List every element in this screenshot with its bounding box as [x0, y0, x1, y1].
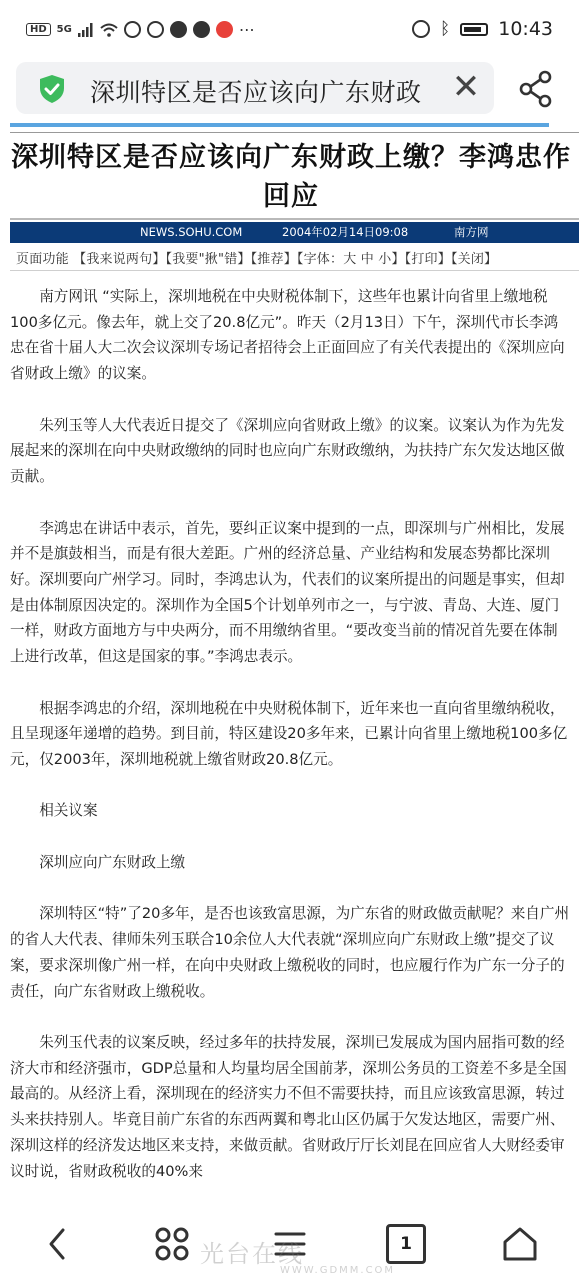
jd-app-icon [147, 21, 164, 38]
paragraph: 深圳特区“特”了20多年，是否也该致富思源，为广东省的财政做贡献呢？来自广州的省人大代表、律师朱列玉联合10余位人大代表就“深圳应向广东财政上缴”提交了议案，要求深圳像广州一样，在向中央财政上缴税收的同时，也应履行作为广东一分子的责任，向广东省财政上缴税收。 [10, 905, 570, 1000]
battery-icon [460, 23, 488, 36]
article-title: 深圳特区是否应该向广东财政上缴？李鸿忠作回应 [11, 142, 571, 212]
status-left [26, 20, 255, 39]
bluetooth-icon: ᛒ [440, 19, 451, 39]
article-meta-bar [10, 222, 579, 243]
paw-app-icon [170, 21, 187, 38]
address-text[interactable]: 深圳特区是否应该向广东财政 [90, 78, 422, 107]
close-icon[interactable]: ✕ [451, 67, 481, 107]
article-body [10, 284, 570, 1210]
hd-badge: HD [26, 23, 51, 36]
clock: 10:43 [498, 18, 553, 40]
wifi-icon [100, 23, 118, 37]
apps-icon[interactable] [152, 1224, 192, 1264]
security-shield-icon [38, 74, 66, 104]
paragraph: 朱列玉等人大代表近日提交了《深圳应向省财政上缴》的议案。议案认为作为先发展起来的深圳在向中央财政缴纳的同时也应向广东财政缴纳，为扶持广东欠发达地区做贡献。 [10, 416, 565, 486]
link-icon [124, 21, 141, 38]
status-bar [0, 0, 579, 60]
signal-label: 5G [56, 24, 72, 35]
watermark-url: WWW.GDMM.COM [280, 1265, 396, 1276]
paragraph: 深圳应向广东财政上缴 [39, 853, 186, 871]
page-tools[interactable]: 页面功能 【我来说两句】【我要"揪"错】【推荐】【字体：大 中 小】【打印】【关闭】 [16, 252, 498, 267]
divider [10, 132, 579, 133]
compass-app-icon [193, 21, 210, 38]
signal-icon [78, 23, 94, 37]
tools-divider [10, 270, 579, 271]
status-right [412, 18, 553, 40]
home-icon[interactable] [500, 1224, 540, 1264]
paragraph: 根据李鸿忠的介绍，深圳地税在中央财税体制下，近年来也一直向省里缴纳税收，且呈现逐年递增的趋势。到目前，特区建设20多年来，已累计向省里上缴地税100多亿元，仅2003年，深圳地税就上缴省财政20.8亿元。 [10, 699, 568, 768]
title-divider [10, 218, 579, 220]
weibo-icon [216, 21, 233, 38]
paragraph: 相关议案 [39, 802, 98, 820]
share-icon[interactable] [515, 68, 557, 110]
back-icon[interactable] [38, 1224, 78, 1264]
paragraph: 南方网讯 “实际上，深圳地税在中央财税体制下，这些年也累计向省里上缴地税100多亿元。像去年，就上交了20.8亿元”。昨天（2月13日）下午，深圳代市长李鸿忠在省十届人大二次会议深圳专场记者招待会上正面回应了有关代表提出的《深圳应向省财政上缴》的议案。 [10, 288, 565, 383]
paragraph: 朱列玉代表的议案反映，经过多年的扶持发展，深圳已发展成为国内屈指可数的经济大市和经济强市，GDP总量和人均量均居全国前茅，深圳公务员的工资差不多是全国最高的。从经济上看，深圳现在的经济实力不但不需要扶持，而且应该致富思源，转过头来扶持别人。毕竟目前广东省的东西两翼和粤北山区仍属于欠发达地区，需要广州、深圳这样的经济发达地区来支持，来做贡献。省财政厅厅长刘昆在回应省人大财经委审议时说，省财政税收的40%来 [10, 1034, 567, 1180]
address-bar[interactable] [16, 62, 494, 114]
meta-datetime: 2004年02月14日09:08 [282, 225, 409, 239]
paragraph: 李鸿忠在讲话中表示，首先，要纠正议案中提到的一点，即深圳与广州相比，发展并不是旗鼓相当，而是有很大差距。广州的经济总量、产业结构和发展态势都比深圳好。深圳要向广州学习。同时，李鸿忠认为，代表们的议案所提出的问题是事实，但却是由体制原因决定的。深圳作为全国5个计划单列市之一，与宁波、青岛、大连、厦门一样，财政方面地方与中央两分，而不用缴纳省里。“要改变当前的情况首先要在体制上进行改革，但这是国家的事。”李鸿忠表示。 [10, 519, 565, 666]
page-load-progress [10, 123, 549, 127]
meta-source: 南方网 [454, 225, 489, 239]
more-notifications-icon: ⋯ [238, 20, 255, 39]
watermark [200, 1234, 395, 1276]
tabs-button[interactable]: 1 [386, 1224, 426, 1264]
watermark-text: 光台在线 [200, 1240, 304, 1268]
alarm-icon [412, 20, 430, 38]
meta-site: NEWS.SOHU.COM [140, 225, 243, 239]
